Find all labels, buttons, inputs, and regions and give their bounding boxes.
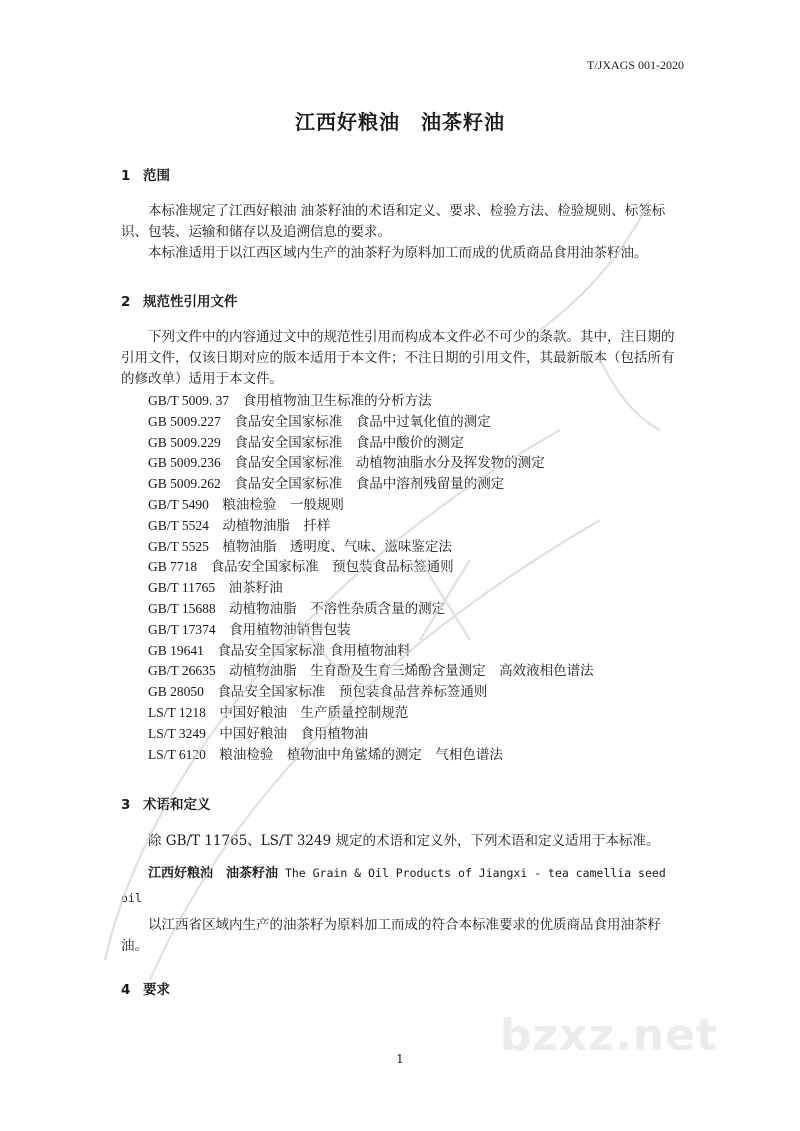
page-number: 1 — [396, 1052, 404, 1066]
section-title: 要求 — [143, 982, 170, 998]
reference-title: 油茶籽油 — [228, 580, 283, 597]
term-definition: 以江西省区域内生产的油茶籽为原料加工而成的符合本标准要求的优质商品食用油茶籽油。 — [121, 917, 661, 954]
reference-item — [148, 680, 487, 700]
reference-item — [148, 722, 368, 742]
document-title: 江西好粮油 油茶籽油 — [295, 110, 505, 134]
reference-item — [148, 743, 503, 763]
reference-item — [148, 597, 445, 617]
reference-title: 食用植物油销售包装 — [229, 621, 351, 638]
reference-title: 动植物油脂 扦样 — [222, 517, 331, 534]
section-number: 1 — [121, 168, 131, 184]
reference-code: GB 5009.229 — [148, 434, 221, 450]
reference-title: 食品安全国家标准 预包装食品标签通则 — [210, 559, 454, 576]
reference-item — [148, 535, 452, 555]
section-number: 2 — [121, 294, 131, 310]
reference-title: 食品安全国家标准 食品中过氧化值的测定 — [234, 413, 491, 430]
reference-title: 动植物油脂 生育酚及生育三烯酚含量测定 高效液相色谱法 — [229, 663, 594, 680]
reference-code: GB 7718 — [148, 559, 198, 575]
reference-title: 食用植物油卫生标准的分析方法 — [242, 393, 432, 409]
section-title: 术语和定义 — [143, 797, 211, 813]
reference-code: GB/T 5524 — [148, 517, 209, 533]
reference-item — [148, 431, 464, 451]
reference-code: GB/T 5525 — [148, 538, 209, 554]
reference-code: LS/T 1218 — [148, 705, 206, 720]
reference-code: GB/T 26635 — [148, 663, 216, 679]
reference-item — [148, 472, 504, 492]
reference-code: GB/T 11765 — [148, 580, 216, 596]
reference-item — [148, 451, 545, 471]
section-4-heading — [121, 978, 170, 998]
reference-item — [148, 514, 330, 534]
reference-code: GB/T 5009. 37 — [148, 393, 230, 408]
reference-title: 植物油脂 透明度、气味、滋味鉴定法 — [222, 538, 452, 555]
reference-code: GB 5009.236 — [148, 455, 221, 471]
reference-title: 中国好粮油 食用植物油 — [219, 725, 368, 742]
term-english: The Grain & Oil Products of Jiangxi - tea camellia seed oil — [121, 866, 666, 905]
reference-code: GB/T 15688 — [148, 601, 216, 616]
section-3-intro: 除 GB/T 11765、LS/T 3249 规定的术语和定义外，下列术语和定义适用于本标准。 — [148, 833, 660, 849]
term-chinese: 江西好粮油 油茶籽油 — [148, 866, 279, 881]
reference-code: LS/T 6120 — [148, 746, 206, 762]
standard-code: T/JXAGS 001-2020 — [586, 58, 684, 72]
section-title: 范围 — [143, 168, 170, 184]
reference-title: 粮油检验 植物油中角鲨烯的测定 气相色谱法 — [219, 746, 503, 763]
reference-title: 中国好粮油 生产质量控制规范 — [219, 705, 409, 721]
reference-code: GB/T 5490 — [148, 497, 209, 512]
reference-title: 食品安全国家标准 动植物油脂水分及挥发物的测定 — [234, 455, 545, 472]
reference-title: 食品安全国家标准 预包装食品营养标签通则 — [217, 684, 488, 701]
reference-item — [148, 410, 491, 430]
section-1-heading — [121, 164, 170, 184]
term-entry — [121, 861, 681, 911]
reference-code: GB 19641 — [148, 642, 204, 658]
reference-code: GB 28050 — [148, 684, 204, 700]
section-2-intro: 下列文件中的内容通过文中的规范性引用而构成本文件必不可少的条款。其中，注日期的引用文件，仅该日期对应的版本适用于本文件；不注日期的引用文件，其最新版本（包括所有的修改单）适用于本文件。 — [121, 329, 675, 387]
reference-title: 食品安全国家标准 食品中酸价的测定 — [234, 434, 464, 451]
reference-item — [148, 389, 432, 409]
reference-code: GB/T 17374 — [148, 621, 216, 637]
section-1-para-1: 本标准规定了江西好粮油 油茶籽油的术语和定义、要求、检验方法、检验规则、标签标识、包装、运输和储存以及追溯信息的要求。 — [121, 203, 666, 240]
reference-item — [148, 493, 344, 513]
reference-code: LS/T 3249 — [148, 725, 206, 741]
reference-item — [148, 555, 454, 575]
site-watermark: bzxz.net — [500, 1010, 719, 1061]
section-number: 4 — [121, 982, 131, 998]
reference-title: 食品安全国家标准 食品中溶剂残留量的测定 — [234, 476, 505, 493]
section-title: 规范性引用文件 — [143, 294, 238, 310]
reference-code: GB 5009.227 — [148, 413, 221, 429]
reference-title: 食品安全国家标准 食用植物油料 — [217, 642, 411, 659]
reference-title: 动植物油脂 不溶性杂质含量的测定 — [229, 601, 446, 617]
section-2-heading — [121, 290, 238, 310]
reference-title: 粮油检验 一般规则 — [222, 497, 344, 513]
reference-item — [148, 659, 594, 679]
section-number: 3 — [121, 797, 131, 813]
reference-item — [148, 639, 411, 659]
reference-code: GB 5009.262 — [148, 476, 221, 492]
reference-item — [148, 576, 283, 596]
section-1-para-2: 本标准适用于以江西区域内生产的油茶籽为原料加工而成的优质商品食用油茶籽油。 — [148, 245, 648, 261]
section-3-heading — [121, 793, 211, 813]
reference-item — [148, 701, 408, 721]
reference-item — [148, 618, 351, 638]
